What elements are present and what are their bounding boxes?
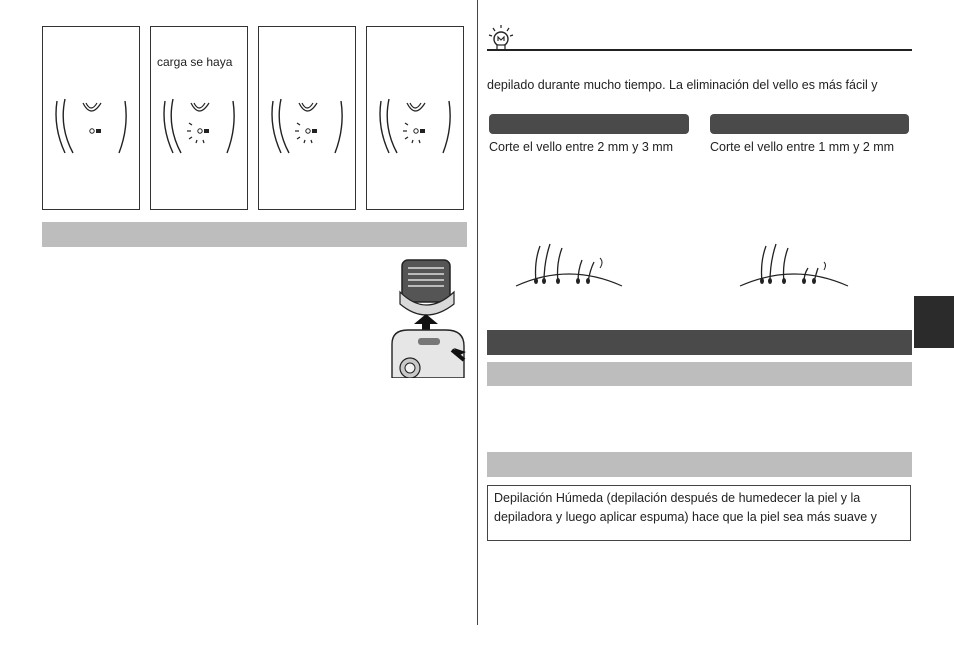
panel-text-2: carga se haya: [157, 55, 233, 69]
hair-option-pill-2: [710, 114, 909, 134]
lightbulb-icon: [486, 24, 516, 52]
indicator-panel-2: [150, 26, 248, 210]
device-outline-1: [43, 27, 139, 209]
hair-option-pill-1: [489, 114, 689, 134]
epilator-head-illustration: [388, 256, 468, 378]
tip-text: depilado durante mucho tiempo. La eliminación del vello es más fácil y: [487, 78, 878, 92]
device-outline-4: [367, 27, 463, 209]
subsection-bar-2: [487, 452, 912, 477]
skin-hair-illustration-1: [514, 240, 624, 290]
column-divider: [477, 0, 478, 625]
tip-rule: [487, 49, 912, 51]
skin-hair-illustration-2: [738, 240, 850, 290]
wet-note-line-2: depiladora y luego aplicar espuma) hace que la piel sea más suave y: [494, 510, 877, 524]
wet-epilation-note: [487, 485, 911, 541]
chapter-edge-tab: [914, 296, 954, 348]
indicator-panel-1: [42, 26, 140, 210]
section-header-bar-dark: [487, 330, 912, 355]
wet-note-line-1: Depilación Húmeda (depilación después de humedecer la piel y la: [494, 491, 861, 505]
indicator-panel-3: [258, 26, 356, 210]
indicator-panel-4: [366, 26, 464, 210]
section-header-bar-left: [42, 222, 467, 247]
hair-option-caption-1: Corte el vello entre 2 mm y 3 mm: [489, 140, 674, 154]
device-outline-3: [259, 27, 355, 209]
hair-option-caption-2: Corte el vello entre 1 mm y 2 mm: [710, 140, 895, 154]
subsection-bar-1: [487, 362, 912, 386]
